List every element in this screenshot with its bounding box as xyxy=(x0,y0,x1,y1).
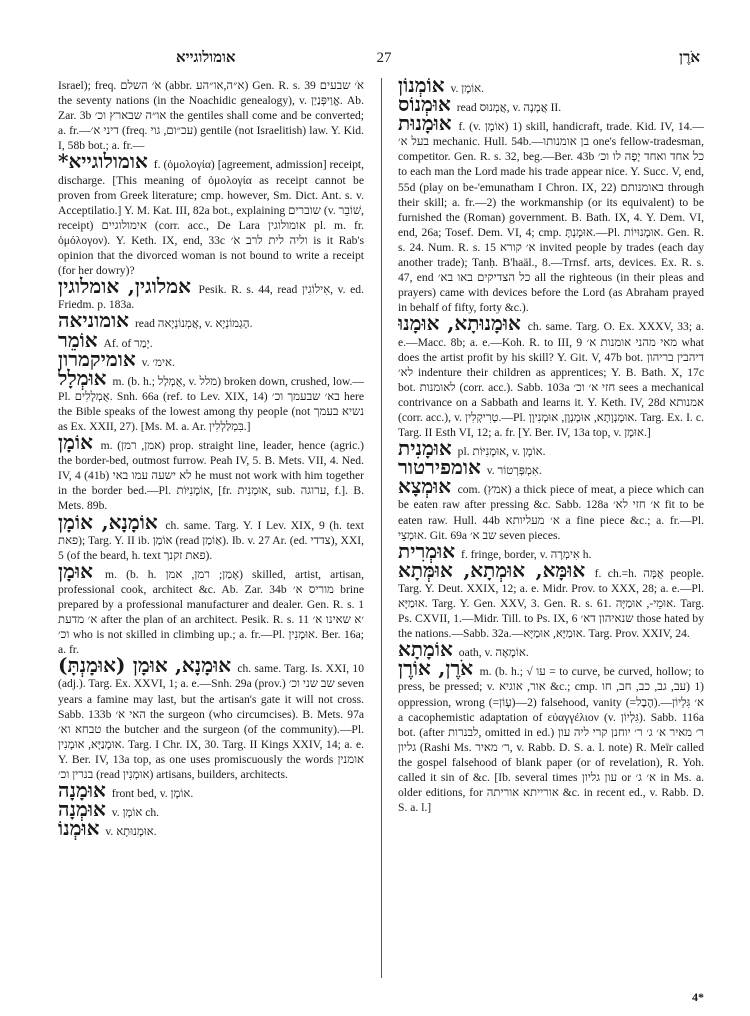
entry-headword: אומולוגייא* xyxy=(58,149,148,174)
entry-headword: אוּמְנָה xyxy=(58,797,106,822)
entry-headword: אוּמָנָה xyxy=(58,778,106,803)
entry-body: f. (ὁμολογία) [agreement, admission] receipt, discharge. [This meaning of ὁμολογία as receipt cannot be proven from Greek literature; cmp. however, Sm. Dict. Ant. s. v. Acceptilatio.] Y. M. Kat. III, 82a bot., explaining שוברים (v. שׁוֹבֵר, receipt) אימולוגיים (corr. acc., De Lara אומולוגין pl. m. fr. ὁμόλογον). Y. Keth. IX, end, 33c וליה לית לרב אֹ׳ is it Rab's opinion that the divorced woman is not bound to write a receipt (for her dowry)? xyxy=(58,158,364,278)
entry-body: com. (אמץ) a thick piece of meat, a piece which can be eaten raw after pressing &c. Sabb. 128a א׳ חזי לא׳ fit to be eaten raw. Hull. 44b א׳ מעליותא a fine piece &c.; a. fr.—Pl. אוּמְצֵי. Git. 69a שב א׳ seven pieces. xyxy=(398,483,704,542)
entry-headword: אוֹמָן xyxy=(58,430,93,455)
entry-headword: אוֹמֵר xyxy=(58,327,98,352)
entry-body: read אֲמְנוֹנְיָאה, v. הֶגְמוֹנְיָא. xyxy=(134,317,253,331)
dictionary-entry xyxy=(58,365,364,434)
dictionary-entry xyxy=(58,308,364,333)
entry-headword: אוּמָנוּת xyxy=(398,111,452,136)
entry-headword: אומוניאה xyxy=(58,308,130,333)
dictionary-entry xyxy=(398,557,704,641)
entry-headword: אוֹמָתָא xyxy=(398,637,453,662)
entry-body: Af. of יָמַר. xyxy=(103,336,153,350)
dictionary-entry xyxy=(398,111,704,315)
dictionary-entry xyxy=(58,78,364,153)
header-right-headword: אֹרֶן xyxy=(679,50,700,66)
entry-body: v. אוֹמָן. xyxy=(450,82,484,95)
dictionary-entry xyxy=(398,656,704,815)
entry-headword: אמלוגין, אומלוגין xyxy=(58,274,191,299)
entry-headword: אוּמָנָא, אוּמָן (אוּמָנְתָּ) xyxy=(58,653,232,678)
right-column xyxy=(398,78,704,988)
left-column xyxy=(58,78,364,988)
page-number: 27 xyxy=(376,50,392,66)
entry-body: f. (v. אוֹמָן) 1) skill, handicraft, trade. Kid. IV, 14.—בעל א׳ mechanic. Hull. 54b.—בן אומנותו one's fellow-tradesman, competitor. Gen. R. s. 32, beg.—Ber. 43b כל אחד ואחד יָפָה לו וכ׳ to each man the Lord made his trade appear nice. Y. Succ. V, end, 55d (play on be-'emunatham I Chron. IX, 22) באומנותם through their skill; a. fr.—2) the workmanship (or its equivalent) to be furnished the (Roman) government. B. Bath. IX, 4. Y. Dem. VI, end, 26a; Tosef. Dem. VI, 4; cmp. אוּמָנְתָּ.—Pl. אוּמָנוּיוֹת. Gen. R. s. 24. Num. R. s. 15 א׳ קורא invited people by trades (each day another trade); Tanḥ. B'haäl., 8.—Trnsf. arts, devices. Ex. R. s. 47, end כל הצדיקים באו בא׳ all the righteous (in their pleas and prayers) came with devices before the Lord (as Abraham prayed in behalf of fifty, forty &c.). xyxy=(398,120,704,315)
entry-body: ch. same. Targ. Y. I Lev. XIX, 9 (h. text פאת); Targ. Y. II ib. אוֹמַן (read אַוֹמַן). Ib. v. 27 Ar. (ed. צדדי), XXI, 5 (of the beard, h. text פאת זקנך). xyxy=(58,518,364,562)
dictionary-entry xyxy=(58,816,364,841)
entry-headword: אוּמָנוּתָא, אוּמָנוּ xyxy=(398,311,521,336)
entry-headword: אוּמָנִית xyxy=(398,436,452,461)
entry-headword: אומיקמרון xyxy=(58,346,136,371)
dictionary-entry xyxy=(58,797,364,822)
dictionary-entry xyxy=(58,509,364,563)
entry-body: m. (b. h.; √ עו = to curve, be curved, hollow; to press, be pressed; v. אור, אוגיא &c.; cmp. עב, גב, כב, חב, חו) 1) oppression, wrong (=עָוֹן)—2) falsehood, vanity (=הֶבֶל).—א׳ גִּלְיוֹן a cacophemistic adaptation of εὐαγγέλιον (v. גִּלְיוֹן). Sabb. 116a bot. (after לבנרות, omitted in ed.) ר׳ מאיר א׳ ג׳ ר׳ יוחנן קרי ליה עון גליון (Rashi Ms. ר׳ מאיר, v. Rabb. D. S. a. l. note) R. Meïr called the gospel falsehood of blank paper (or of revelation), R. Yoh. called it sin of &c. [Ib. several times עון גליון or א׳ ג׳ in Ms. a. older editions, for אורייתא אוריתה &c. in recent ed., v. Rabb. D. S. a. l.] xyxy=(398,665,704,815)
dictionary-entry xyxy=(58,653,364,782)
dictionary-entry xyxy=(398,311,704,440)
entry-body: v. אימ׳. xyxy=(141,355,175,369)
column-divider xyxy=(381,78,382,978)
entry-body: v. אוּמָנוּתָא. xyxy=(105,825,157,839)
entry-headword: אוֹמְנוֹן xyxy=(398,78,445,97)
entry-headword: אוּמָּא, אוּמְתָא, אוּמְּתָא xyxy=(398,557,586,582)
entry-headword: אוּמְצָא xyxy=(398,474,452,499)
header-left-headword: אומולוגייא xyxy=(176,50,236,66)
entry-body: read אֲמְנוּס, v. אֲמָנָה II. xyxy=(456,101,562,115)
dictionary-entry xyxy=(398,474,704,542)
entry-body: oath, v. אוֹמָאָה. xyxy=(458,646,529,660)
entry-headword: אוּמְנוֹ xyxy=(58,816,100,841)
entry-body: v. אוֹמָן ch. xyxy=(111,806,160,820)
page-header xyxy=(58,50,710,72)
entry-body: m. (b. h.; אֻמְלַל, v. מלל) broken down, crushed, low.—Pl. אֻמְלָלִים. Snh. 66a (ref. to Lev. XIX, 14) בא׳ שבעמך וכ׳ here the Bible speaks of the lowest among thy people (not נשיא בעמך as Ex. XXII, 27). [Ms. M. a. Ar. בִּמְלַלְלִין.] xyxy=(58,374,364,433)
entry-headword: אומפירטור xyxy=(398,455,481,480)
entry-headword: אוֹמָנָא, אוֹמָן xyxy=(58,509,158,534)
entry-body: m. (אמן, רמן) prop. straight line, leader, hence (agric.) the border-bed, outmost furrow. Peah IV, 5. B. Mets. VII, 4. Ned. IV, 4 (41b) לא ישעה עמו באי he must not work with him together in the border bed.—Pl. אוֹמָנִיּוֹת, [fr. אוּמְנִית, sub. ערוגה, f.]. B. Mets. 89b. xyxy=(58,439,364,513)
entry-body: ch. same. Targ. O. Ex. XXXV, 33; a. e.—Macc. 8b; a. e.—Koh. R. to III, 9 מאי מהני אומנות א׳ what does the artist profit by his skill? Y. Git. V, 47b bot. דיהבין בריהון לא׳ indenture their children as apprentices; Y. B. Bath. X, 17c bot. לאומנות (corr. acc.). Sabb. 103a חזי א׳ וכ׳ sees a mechanical contrivance on a Sabbath and learns it. Y. Keth. IV, 28d אמנותא (corr. acc.), v. טְרִיקְלִין.—Pl. אוּמָנְוָתָא, אוּמָנְוָן, אוּמָנִיוָן. Targ. Ex. I. c. Targ. II Esth VI, 12; a. fr. [Y. Ber. IV, 13a top, v. אוּמָן.] xyxy=(398,320,704,440)
dictionary-entry xyxy=(58,558,364,658)
entry-body: pl. אוּמָנִיּוֹת, v. אוֹמָן. xyxy=(457,445,546,459)
entry-body: ch. same. Targ. Is. XXI, 10 (adj.). Targ. Ex. XXVI, 1; a. e.—Snh. 29a (prov.) שב שני וכ׳ seven years a famine may last, but the artisan's gate it will not cross. Sabb. 133b האי א׳ the surgeon (who circumcises). B. Mets. 97a טבחא וא׳ the butcher and the surgeon (of the community).—Pl. אוּמָנַיָּא, אוּמָנִין. Targ. I Chr. IX, 30. Targ. II Kings XXIV, 14; a. e. Y. Ber. IV, 13a top, as one uses promiscuously the words אומנין בנרין וכ׳ (read אוּמְנִין) artisans, builders, architects. xyxy=(58,662,364,782)
dictionary-entry xyxy=(58,430,364,513)
entry-headword: אוּמְנוֹס xyxy=(398,92,451,117)
entry-body: Israel); freq. אֹ׳ השלם (abbr. א״ה,או״הע) Gen. R. s. 39 אֹ׳ שבעים the seventy nations (in the Noachidic genealogy), v. אֱוַיפְּנַיַן. Ab. Zar. 3b או״ה שבארץ וכ׳ the gentiles shall come and be converted; a. fr.—דיני א׳ (freq. עכ״ום, גוי) gentile (not Israelitish) law. Y. Kid. I, 58b bot.; a. fr.— xyxy=(58,79,364,153)
entry-body: v. אִמְפְּרְטוֹר. xyxy=(486,464,542,478)
entry-body: m. (b. h. אָמַן; רמן, אמן) skilled, artist, artisan, professional cook, architect &c. Ab. Zar. 34b מוריס א׳ brine prepared by a professional manufacturer and dealer. Gen. R. s. 1 א׳ מדעת after the plan of an architect. Pesik. R. s. 11 ׳א שאינו א׳ וכ׳ who is not skilled in climbing up.; a. fr.—Pl. אוּמָנִין. Ber. 16a; a. fr. xyxy=(58,567,364,657)
entry-headword: אֹרֶן, אוֹרֶן xyxy=(398,656,474,681)
dictionary-entry xyxy=(58,149,364,278)
entry-headword: אוּמְרִית xyxy=(398,538,456,563)
entry-headword: אוּמָן xyxy=(58,558,93,583)
entry-body: front bed, v. אוֹמָן. xyxy=(111,787,194,801)
entry-headword: אוּמְלָל xyxy=(58,365,107,390)
entry-body: f. fringe, border, v. אִימְרָה h. xyxy=(461,547,592,561)
signature-mark: 4* xyxy=(692,990,704,1004)
entry-body: Pesik. R. s. 44, read אִילוֹגִין, v. ed. Friedm. p. 183a. xyxy=(58,283,364,312)
entry-body: f. ch.=h. אֻמָּה people. Targ. Y. Deut. XXIX, 12; a. e. Midr. Prov. to XXX, 28; a. e.—Pl. אוּמַיָּא. Targ. Y. Gen. XXV, 3. Gen. R. s. 61. אוּמֵי-, אוּמַיָּה. Targ. Ps. CXVII, 1.—Midr. Till. to Ps. IX, 6 שנאיהון דא׳ those hated by the nations.—Sabb. 32a.—אוּמַיָּא, אוּמַיָּא. Targ. Prov. XXIV, 24. xyxy=(398,566,704,641)
